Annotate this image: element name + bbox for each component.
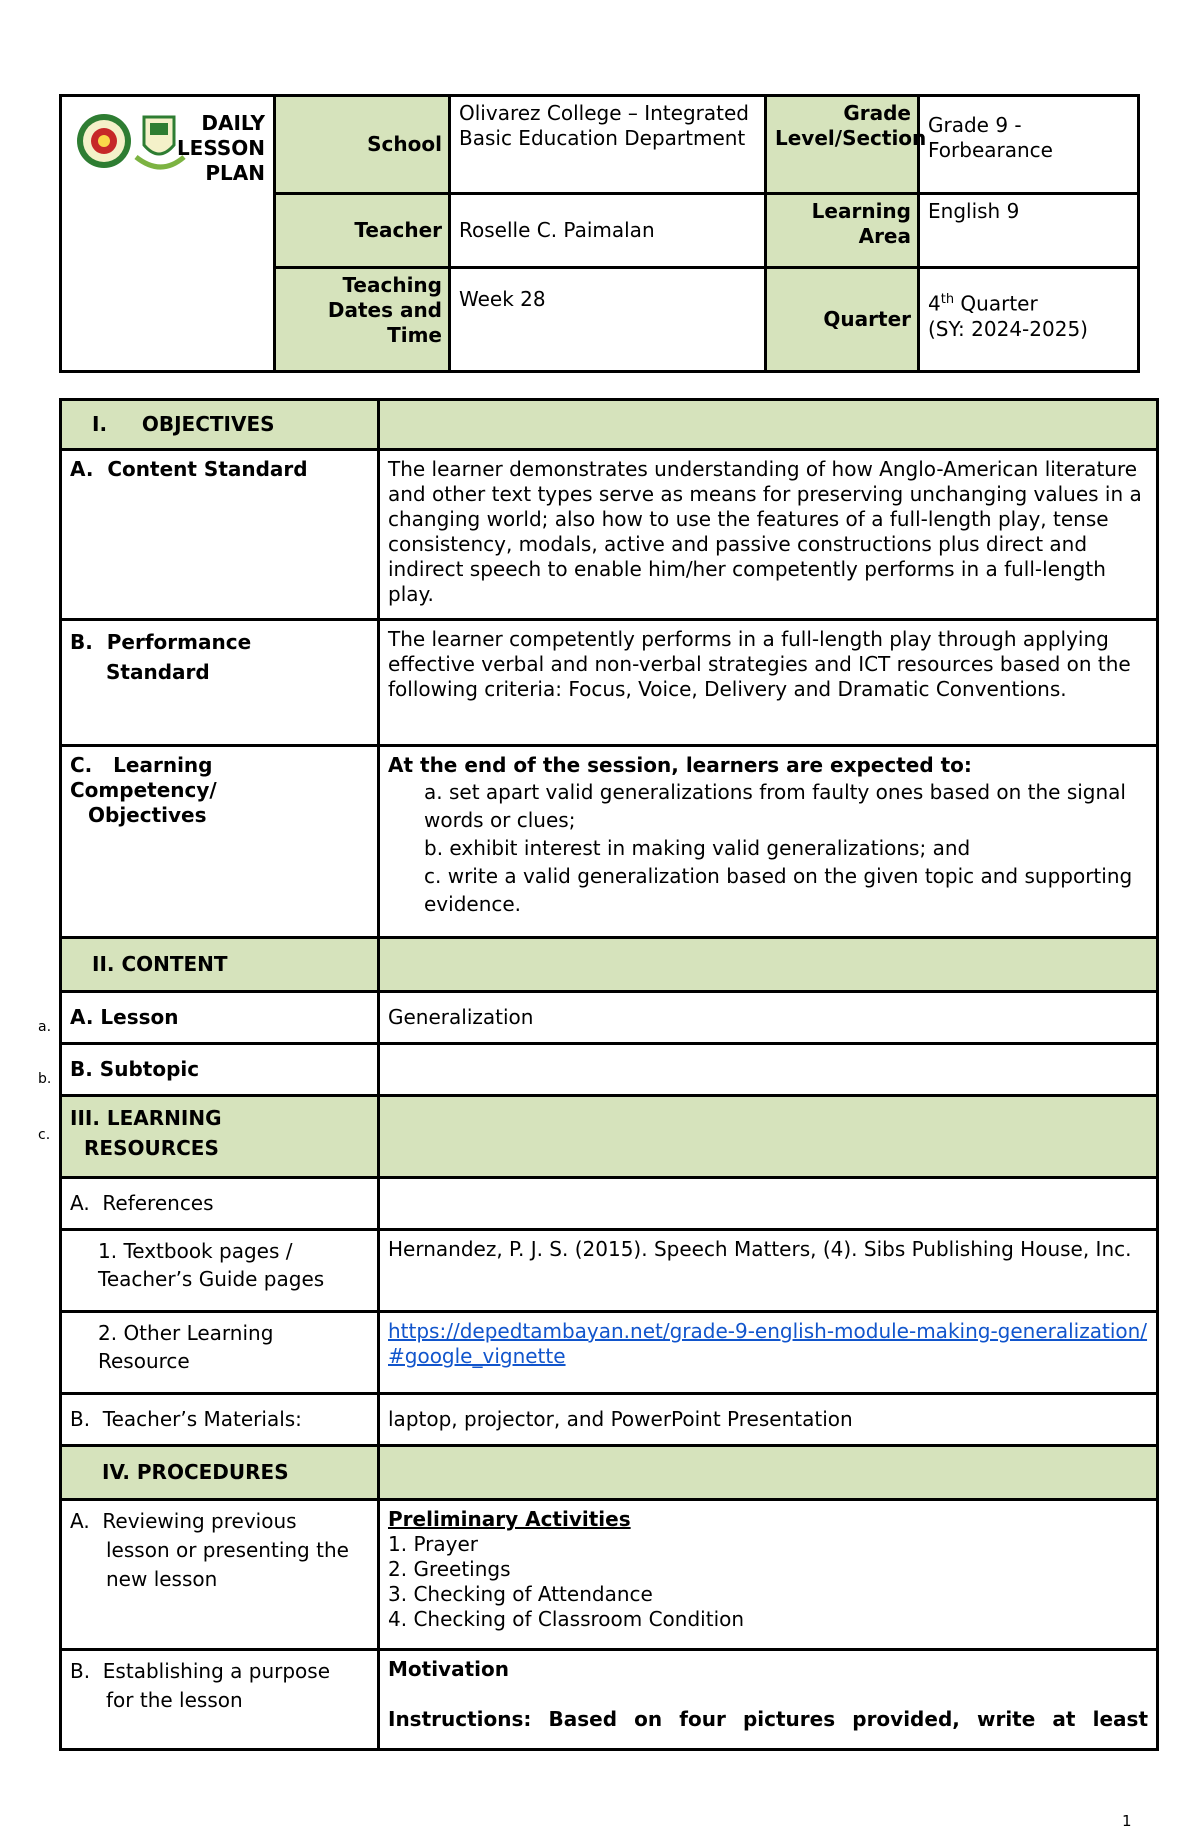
- competency-item: a. set apart valid generalizations from faulty ones based on the signal words or clues;: [424, 780, 1126, 832]
- learning-area-value: English 9: [919, 194, 1139, 268]
- lesson-value: Generalization: [379, 992, 1158, 1044]
- textbook-value: Hernandez, P. J. S. (2015). Speech Matters, (4). Sibs Publishing House, Inc.: [379, 1230, 1158, 1312]
- materials-value: laptop, projector, and PowerPoint Presentation: [379, 1394, 1158, 1446]
- other-resource-label: 2. Other Learning Resource: [61, 1312, 379, 1394]
- materials-label: B. Teacher’s Materials:: [61, 1394, 379, 1446]
- purpose-label: B. Establishing a purpose for the lesson: [61, 1650, 379, 1750]
- subtopic-label: B. Subtopic: [61, 1044, 379, 1096]
- resources-heading: III. LEARNING RESOURCES: [61, 1096, 379, 1178]
- grade-label: Grade Level/Section: [766, 96, 919, 194]
- preliminary-item: 4. Checking of Classroom Condition: [388, 1607, 745, 1631]
- quarter-value: 4th Quarter (SY: 2024-2025): [919, 268, 1139, 372]
- other-resource-row: [61, 1312, 1158, 1394]
- competency-row: [61, 746, 1158, 938]
- content-standard-value: The learner demonstrates understanding of how Anglo-American literature and other text types serve as means for preserving unchanging values in a changing world; also how to use the features of a full-length play, tense consistency, modals, active and passive constructions plus direct and indirect speech to enable him/her competently performs in a full-length play.: [379, 450, 1158, 620]
- teacher-label: Teacher: [275, 194, 450, 268]
- teacher-value: Roselle C. Paimalan: [450, 194, 766, 268]
- grade-value: Grade 9 - Forbearance: [919, 96, 1139, 194]
- objectives-heading: I. OBJECTIVES: [61, 400, 379, 450]
- competency-item: b. exhibit interest in making valid generalizations; and: [424, 836, 971, 860]
- content-heading: II. CONTENT: [61, 938, 379, 992]
- procedures-heading: IV. PROCEDURES: [61, 1446, 379, 1500]
- other-resource-value: [379, 1312, 1158, 1394]
- purpose-row: [61, 1650, 1158, 1750]
- lesson-plan-table: [59, 398, 1159, 1751]
- resources-marker: c.: [38, 1127, 51, 1143]
- lesson-marker: a.: [38, 1019, 52, 1035]
- competency-label: C. Learning Competency/ Objectives: [61, 746, 379, 938]
- references-row: [61, 1178, 1158, 1230]
- preliminary-item: 2. Greetings: [388, 1557, 511, 1581]
- references-label: A. References: [61, 1178, 379, 1230]
- other-resource-link[interactable]: https://depedtambayan.net/grade-9-english-module-making-generalization/#google_vignette: [388, 1319, 1148, 1368]
- procedures-row: [61, 1446, 1158, 1500]
- performance-standard-value: The learner competently performs in a full-length play through applying effective verbal and non-verbal strategies and ICT resources based on the following criteria: Focus, Voice, Delivery and Dramatic Conventions.: [379, 620, 1158, 746]
- performance-standard-row: [61, 620, 1158, 746]
- page-number: 1: [1122, 1812, 1132, 1830]
- preliminary-item: 1. Prayer: [388, 1532, 478, 1556]
- resources-row: [61, 1096, 1158, 1178]
- learning-area-label: Learning Area: [766, 194, 919, 268]
- content-standard-label: A. Content Standard: [61, 450, 379, 620]
- header-table: [59, 94, 1140, 373]
- quarter-label: Quarter: [766, 268, 919, 372]
- materials-row: [61, 1394, 1158, 1446]
- review-row: [61, 1500, 1158, 1650]
- motivation-title: Motivation: [388, 1657, 509, 1681]
- review-value: [379, 1500, 1158, 1650]
- subtopic-marker: b.: [38, 1071, 52, 1087]
- content-standard-row: [61, 450, 1158, 620]
- school-value: Olivarez College – Integrated Basic Education Department: [450, 96, 766, 194]
- dates-label: Teaching Dates and Time: [275, 268, 450, 372]
- content-row: [61, 938, 1158, 992]
- textbook-row: [61, 1230, 1158, 1312]
- motivation-instructions: Instructions: Based on four pictures provided, write at least: [388, 1707, 1148, 1731]
- purpose-value: [379, 1650, 1158, 1750]
- competency-value: [379, 746, 1158, 938]
- dates-value: Week 28: [450, 268, 766, 372]
- competency-intro: At the end of the session, learners are expected to:: [388, 753, 972, 777]
- review-label: A. Reviewing previous lesson or presenting the new lesson: [61, 1500, 379, 1650]
- preliminary-item: 3. Checking of Attendance: [388, 1582, 653, 1606]
- preliminary-title: Preliminary Activities: [388, 1507, 631, 1531]
- subtopic-value: [379, 1044, 1158, 1096]
- performance-standard-label: B. Performance Standard: [61, 620, 379, 746]
- dlp-title: DAILY LESSON PLAN: [176, 111, 265, 185]
- objectives-row: [61, 400, 1158, 450]
- logo-cell: [61, 96, 275, 372]
- subtopic-row: [61, 1044, 1158, 1096]
- lesson-label: A. Lesson: [61, 992, 379, 1044]
- competency-item: c. write a valid generalization based on the given topic and supporting evidence.: [424, 864, 1133, 916]
- lesson-row: [61, 992, 1158, 1044]
- school-label: School: [275, 96, 450, 194]
- textbook-label: 1. Textbook pages / Teacher’s Guide pages: [61, 1230, 379, 1312]
